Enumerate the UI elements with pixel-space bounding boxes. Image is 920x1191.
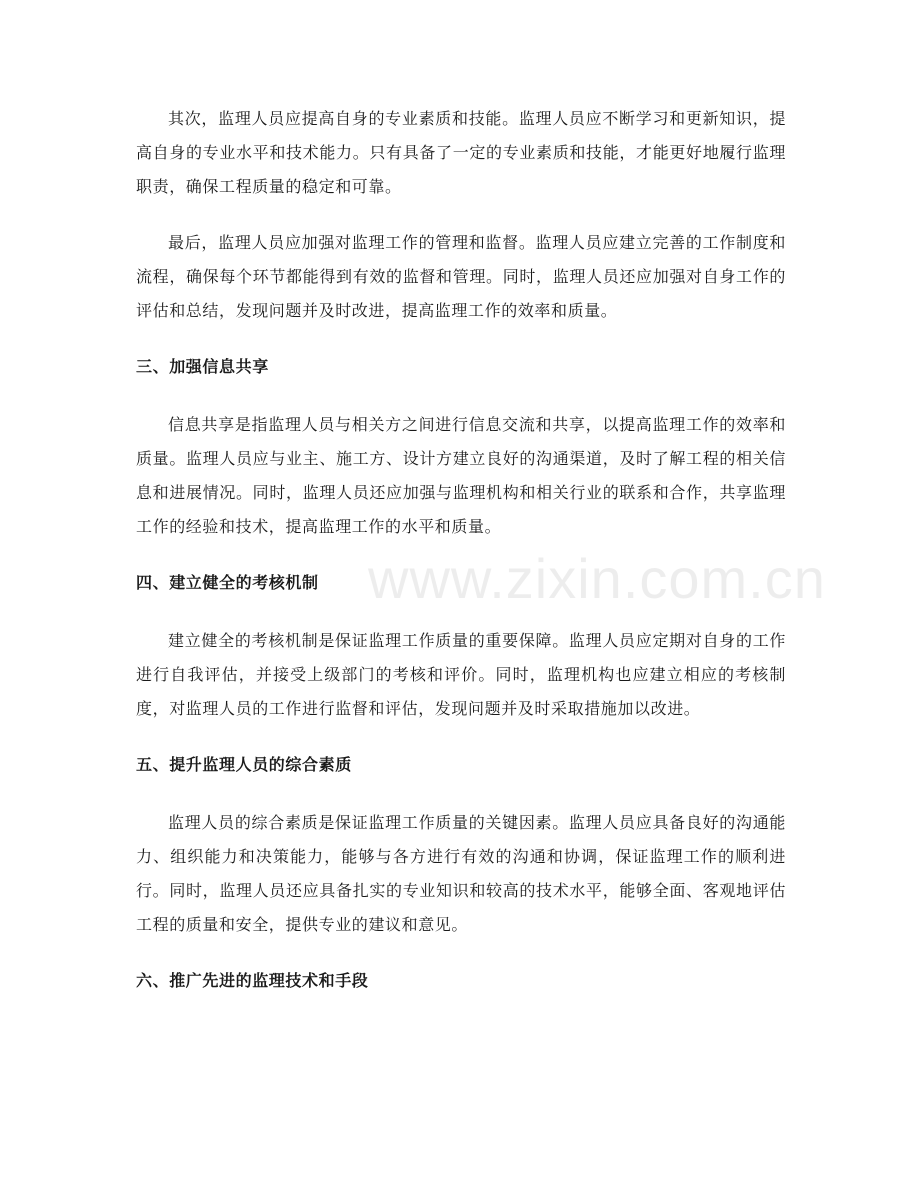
section-heading-5: 五、提升监理人员的综合素质: [136, 755, 352, 774]
paragraph-quality: 监理人员的综合素质是保证监理工作质量的关键因素。监理人员应具备良好的沟通能力、组织能力和决策能力，能够与各方进行有效的沟通和协调，保证监理工作的顺利进行。同时，监理人员还应具备扎实的专业知识和较高的技术水平，能够全面、客观地评估工程的质量和安全，提供专业的建议和意见。: [136, 813, 786, 934]
paragraph-professional-skills: 其次，监理人员应提高自身的专业素质和技能。监理人员应不断学习和更新知识，提高自身的专业水平和技术能力。只有具备了一定的专业素质和技能，才能更好地履行监理职责，确保工程质量的稳定和可靠。: [136, 109, 786, 196]
document-body: [136, 102, 786, 1022]
paragraph-info-sharing: 信息共享是指监理人员与相关方之间进行信息交流和共享，以提高监理工作的效率和质量。监理人员应与业主、施工方、设计方建立良好的沟通渠道，及时了解工程的相关信息和进展情况。同时，监理人员还应加强与监理机构和相关行业的联系和合作，共享监理工作的经验和技术，提高监理工作的水平和质量。: [136, 415, 786, 536]
section-heading-6: 六、推广先进的监理技术和手段: [136, 971, 369, 990]
section-heading-3: 三、加强信息共享: [136, 357, 269, 376]
paragraph-assessment: 建立健全的考核机制是保证监理工作质量的重要保障。监理人员应定期对自身的工作进行自我评估，并接受上级部门的考核和评价。同时，监理机构也应建立相应的考核制度，对监理人员的工作进行监督和评估，发现问题并及时采取措施加以改进。: [136, 631, 786, 718]
paragraph-management-supervision: 最后，监理人员应加强对监理工作的管理和监督。监理人员应建立完善的工作制度和流程，确保每个环节都能得到有效的监督和管理。同时，监理人员还应加强对自身工作的评估和总结，发现问题并及时改进，提高监理工作的效率和质量。: [136, 233, 786, 320]
watermark-text: www.zixin.com.cn: [368, 547, 826, 610]
section-heading-4: 四、建立健全的考核机制: [136, 573, 319, 592]
